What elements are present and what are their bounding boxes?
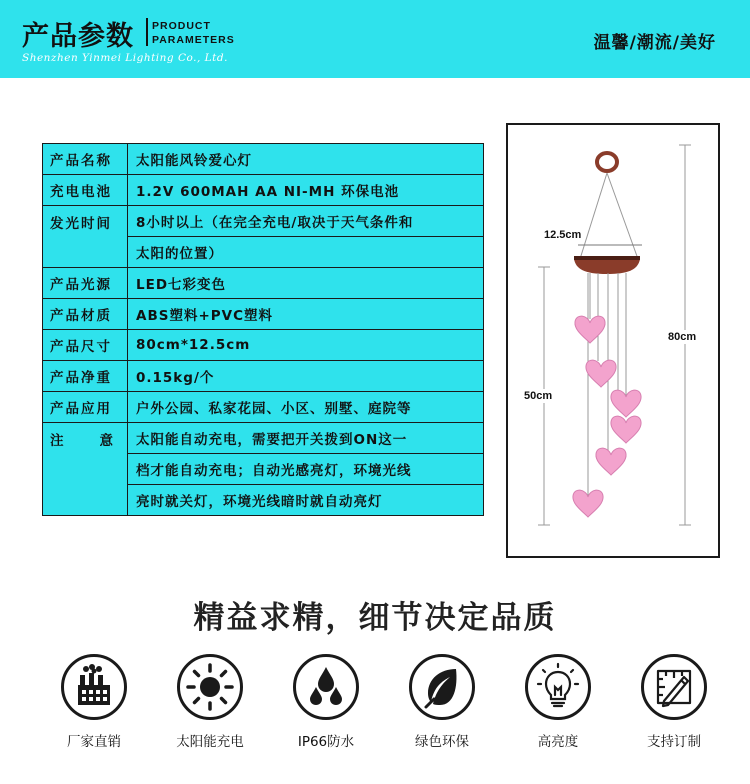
company-name: Shenzhen Yinmei Lighting Co., Ltd. xyxy=(22,52,228,64)
spec-value: 80cm*12.5cm xyxy=(128,330,484,361)
spec-label: 产品应用 xyxy=(43,392,128,423)
spec-value: 0.15kg/个 xyxy=(128,361,484,392)
light-bulb-icon xyxy=(528,657,588,717)
feature-item xyxy=(160,654,260,750)
title-en-line2: PARAMETERS xyxy=(152,34,235,46)
spec-label-note xyxy=(43,423,128,516)
page-title: 产品参数 xyxy=(22,21,134,52)
table-row xyxy=(43,175,484,206)
feature-label: 支持订制 xyxy=(647,734,701,750)
factory-icon xyxy=(64,657,124,717)
spec-value: 太阳能自动充电，需要把开关拨到ON这一 xyxy=(128,423,484,454)
spec-label: 产品尺寸 xyxy=(43,330,128,361)
feature-item xyxy=(624,654,724,750)
table-row xyxy=(43,392,484,423)
table-row xyxy=(43,206,484,237)
spec-value: 1.2V 600MAH AA NI-MH 环保电池 xyxy=(128,175,484,206)
feature-label: IP66防水 xyxy=(297,734,355,750)
spec-value: 太阳的位置） xyxy=(128,237,484,268)
water-drops-icon xyxy=(296,657,356,717)
total-height-label: 80cm xyxy=(668,331,697,343)
sun-icon xyxy=(180,657,240,717)
table-row xyxy=(43,299,484,330)
solar-panel xyxy=(574,256,640,260)
string-length-label: 50cm xyxy=(524,390,553,402)
feature-item xyxy=(276,654,376,750)
width-label: 12.5cm xyxy=(544,229,582,241)
feature-item xyxy=(392,654,492,750)
quality-headline: 精益求精，细节决定品质 xyxy=(193,600,557,636)
spec-value: 太阳能风铃爱心灯 xyxy=(128,144,484,175)
feature-item xyxy=(508,654,608,750)
feature-label: 绿色环保 xyxy=(415,734,469,750)
suspension-string xyxy=(580,173,607,259)
heart-pendant xyxy=(586,360,616,387)
table-row xyxy=(43,361,484,392)
hanging-ring xyxy=(597,153,617,171)
spec-table xyxy=(42,143,484,516)
feature-item xyxy=(44,654,144,750)
table-row xyxy=(43,423,484,454)
spec-label: 发光时间 xyxy=(43,206,128,268)
header-banner xyxy=(0,0,750,78)
spec-label: 产品材质 xyxy=(43,299,128,330)
spec-label: 产品光源 xyxy=(43,268,128,299)
spec-value: 8小时以上（在完全充电/取决于天气条件和 xyxy=(128,206,484,237)
feature-label: 厂家直销 xyxy=(67,734,121,750)
note-label-char: 注 xyxy=(50,433,66,449)
title-en-line1: PRODUCT xyxy=(152,20,211,32)
feature-label: 太阳能充电 xyxy=(176,734,244,750)
feature-label: 高亮度 xyxy=(537,734,579,750)
spec-label: 产品净重 xyxy=(43,361,128,392)
table-row xyxy=(43,144,484,175)
table-row xyxy=(43,268,484,299)
heart-pendant xyxy=(596,448,626,475)
slogan: 温馨/潮流/美好 xyxy=(593,33,716,53)
heart-pendant xyxy=(611,416,641,443)
spec-value: ABS塑料+PVC塑料 xyxy=(128,299,484,330)
page-title-en xyxy=(152,19,235,47)
table-row xyxy=(43,330,484,361)
note-label-char: 意 xyxy=(99,433,115,449)
title-divider xyxy=(146,18,148,46)
spec-value: 户外公园、私家花园、小区、别墅、庭院等 xyxy=(128,392,484,423)
ruler-pencil-icon xyxy=(644,657,704,717)
leaf-icon xyxy=(412,657,472,717)
spec-label: 产品名称 xyxy=(43,144,128,175)
product-diagram xyxy=(506,123,720,558)
suspension-string xyxy=(607,173,638,259)
spec-value: 亮时就关灯，环境光线暗时就自动亮灯 xyxy=(128,485,484,516)
spec-value: LED七彩变色 xyxy=(128,268,484,299)
spec-label: 充电电池 xyxy=(43,175,128,206)
solar-lid xyxy=(574,259,640,274)
spec-value: 档才能自动充电；自动光感亮灯，环境光线 xyxy=(128,454,484,485)
heart-pendant xyxy=(575,316,605,343)
